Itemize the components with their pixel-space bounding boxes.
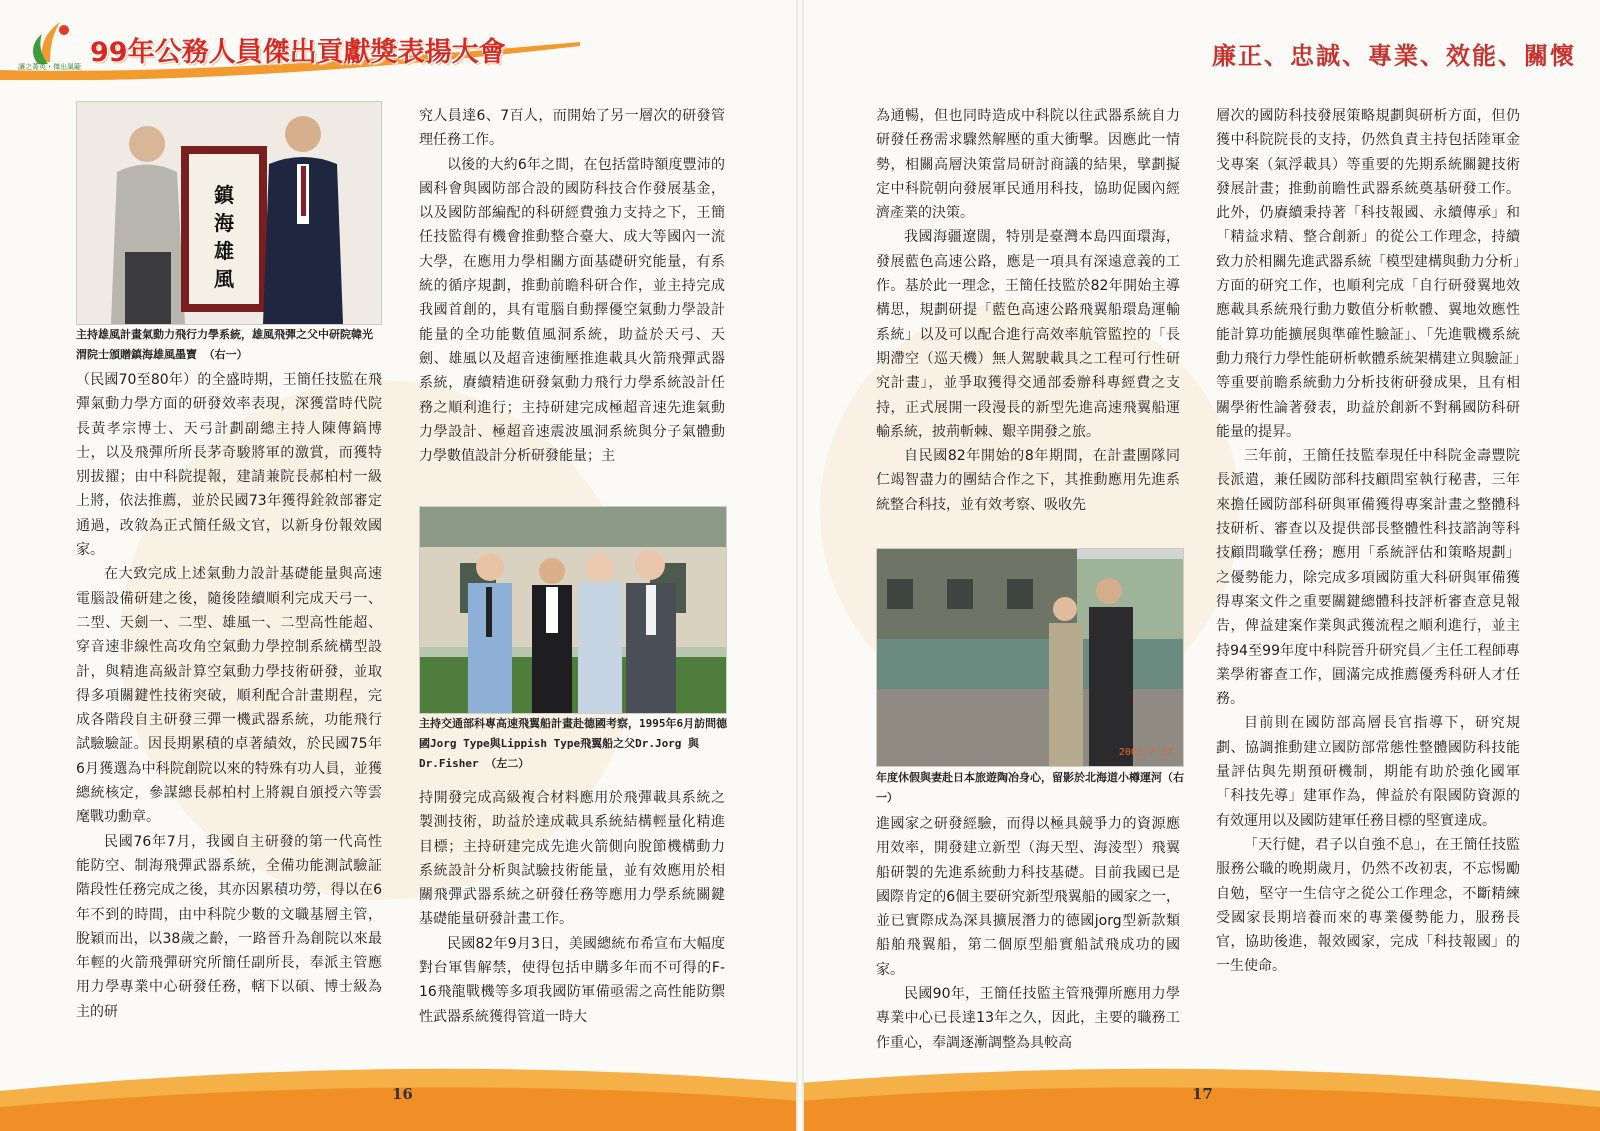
text-column-1 — [76, 368, 382, 1068]
paragraph: 三年前，王簡任技監奉現任中科院金壽豐院長派遣，兼任國防部科技顧問室執行秘書，三年來擔任國防部科研與軍備獲得專案計畫之整體科技研析、審查以及提供部長整體性科技諮詢等科技顧問職掌任務；應用「系統評估和策略規劃」之優勢能力，除完成多項國防重大科研與軍備獲得專案文件之重要關鍵總體科技評析審查意見報告，俾益建案作業與武獲流程之順利進行，並主持94至99年度中科院晉升研究員／主任工程師專業學術審查工作，圓滿完成推薦優秀科研人才任務。 — [1216, 448, 1520, 708]
photo2-caption: 主持交通部科專高速飛翼船計畫赴德國考察，1995年6月訪問德國Jorg Type與Lippish Type飛翼船之父Dr.Jorg 與Dr.Fisher （左二） — [419, 717, 728, 770]
event-title: 99年公務人員傑出貢獻獎表揚大會 — [90, 37, 506, 68]
motto: 廉正、忠誠、專業、效能、關懷 — [1212, 41, 1576, 70]
photo-otaru-canal — [876, 548, 1184, 767]
photo-germany-visit — [419, 506, 727, 714]
paragraph: （民國70至80年）的全盛時期，王簡任技監在飛彈氣動力學方面的研發效率表現，深獲當時代院長黃孝宗博士、天弓計劃副總主持人陳傳鎬博士，以及飛彈所所長茅奇駿將軍的激賞，而獲特別拔擢；由中科院提報，建請兼院長郝柏村一級上將，依法推薦，並於民國73年獲得銓敘部審定通過，改敘為正式簡任級文官，以新身份報效國家。 — [76, 372, 382, 559]
paragraph: 民國90年，王簡任技監主管飛彈所應用力學專業中心已長達13年之久，因此，主要的職務工作重心，奉調逐漸調整為具較高 — [876, 986, 1180, 1051]
photo1-caption: 主持雄風計畫氣動力飛行力學系統，雄風飛彈之父中研院韓光渭院士頒贈鎮海雄風墨寶 （右一） — [76, 328, 373, 361]
photo3-caption: 年度休假與妻赴日本旅遊陶冶身心，留影於北海道小樽運河（右一） — [876, 771, 1184, 804]
page-number-right: 17 — [1192, 1085, 1213, 1103]
paragraph: 層次的國防科技發展策略規劃與研析方面，但仍獲中科院院長的支持，仍然負責主持包括陸軍金戈專案（氣浮載具）等重要的先期系統關鍵技術發展計畫；推動前瞻性武器系統奠基研發工作。此外，仍賡續秉持著「科技報國、永續傳承」和「精益求精、整合創新」的從公工作理念，持續致力於相關先進武器系統「模型建構與動力分析」方面的研究工作，也順利完成「自行研發翼地效應載具系統飛行動力數值分析軟體、翼地效應性能計算功能擴展與準確性驗証」、「先進戰機系統動力飛行力學性能研析軟體系統架構建立與驗証」等重要前瞻系統動力分析技術研發成果，且有相關學術性論著發表，助益於創新不對稱國防科研能量的提昇。 — [1216, 108, 1520, 440]
paragraph: 進國家之研發經驗，而得以極具競爭力的資源應用效率，開發建立新型（海天型、海淩型）飛翼船研製的先進系統動力科技基礎。目前我國已是國際肯定的6個主要研究新型飛翼船的國家之一，並已實際成為深具擴展潛力的德國jorg型新款類船舶飛翼船，第二個原型船實船試飛成功的國家。 — [876, 816, 1180, 978]
paragraph: 究人員達6、7百人，而開始了另一層次的研發管理任務工作。 — [419, 108, 725, 149]
paragraph: 為通暢，但也同時造成中科院以往武器系統自力研發任務需求驟然解壓的重大衝擊。因應此一情勢，相關高層決策當局研討商議的結果，擘劃擬定中科院朝向發展軍民通用科技，協助促國內經濟產業的決策。 — [876, 108, 1180, 222]
paragraph: 目前則在國防部高層長官指導下，研究規劃、協調推動建立國防部常態性整體國防科技能量評估與先期預研機制，期能有助於強化國軍「科技先導」建軍作為，俾益於有限國防資源的有效運用以及國防建軍任務目標的堅實達成。 — [1216, 715, 1520, 829]
right-page — [800, 0, 1600, 1131]
text-column-3-bottom — [876, 812, 1180, 1072]
text-column-4 — [1216, 104, 1520, 1084]
paragraph: 我國海疆遼闊，特別是臺灣本島四面環海，發展藍色高速公路，應是一項具有深遠意義的工作。基於此一理念，王簡任技監於82年開始主導構思，規劃研提「藍色高速公路飛翼船環島運輸系統」以及可以配合進行高效率航管監控的「長期滯空（巡天機）無人駕駛載具之工程可行性研究計畫」，並爭取獲得交通部委辦科專經費之支持，正式展開一段漫長的新型先進高速飛翼船運輸系統，披荊斬棘、艱辛開發之旅。 — [876, 229, 1180, 440]
scroll-char-1: 鎮 — [214, 183, 234, 207]
page-gutter — [796, 0, 804, 1131]
text-column-2-bottom — [419, 786, 725, 1076]
page-number-left: 16 — [392, 1085, 413, 1103]
logo-caption: 讓之菁英・傑出風範 — [18, 63, 81, 71]
scroll-char-3: 雄 — [214, 239, 234, 263]
scroll-char-4: 風 — [214, 267, 234, 291]
paragraph: 民國82年9月3日，美國總統布希宣布大幅度對台軍售解禁，使得包括申購多年而不可得的F-16飛龍戰機等多項我國防軍備亟需之高性能防禦性武器系統獲得管道一時大 — [419, 935, 725, 1025]
text-column-3-top — [876, 104, 1180, 544]
text-column-2-top — [419, 104, 725, 494]
photo-date-stamp: 2001 7 17 — [1118, 747, 1173, 758]
paragraph: 在大致完成上述氣動力設計基礎能量與高速電腦設備研建之後，隨後陸續順利完成天弓一、二型、天劍一、二型、雄風一、二型高性能超、穿音速非線性高攻角空氣動力學控制系統構型設計，與精進高級計算空氣動力學技術研發，並取得多項關鍵性技術突破，順利配合計畫期程，完成各階段自主研發三彈一機武器系統，功能飛行試驗驗証。因長期累積的卓著績效，於民國75年6月獲選為中科院創院以來的特殊有功人員，並獲總統核定，參謀總長郝柏村上將親自頒授六等雲麾戰功勳章。 — [76, 566, 382, 826]
paragraph: 「天行健，君子以自強不息」，在王簡任技監服務公職的晚期歲月，仍然不改初衷，不忘惕勵自勉，堅守一生信守之從公工作理念，不斷精練受國家長期培養而來的專業優勢能力，服務長官，協助後進，報效國家，完成「科技報國」的一生使命。 — [1216, 836, 1520, 975]
paragraph: 民國76年7月，我國自主研發的第一代高性能防空、制海飛彈武器系統，全備功能測試驗証階段性任務完成之後，其亦因累積功勞，得以在6年不到的時間，由中科院少數的文職基層主管，脫穎而出，以38歲之齡，一路晉升為創院以來最年輕的火箭飛彈研究所簡任副所長，奉派主管應用力學專業中心研發任務，轄下以碩、博士級為主的研 — [76, 833, 382, 1020]
paragraph: 自民國82年開始的8年期間，在計畫團隊同仁竭智盡力的團結合作之下，其推動應用先進系統整合科技，並有效考察、吸收先 — [876, 448, 1180, 513]
scroll-char-2: 海 — [214, 211, 234, 235]
paragraph: 持開發完成高級複合材料應用於飛彈載具系統之製測技術，助益於達成載具系統結構輕量化精進目標；主持研建完成先進火箭側向脫節機構動力系統設計分析與試驗技術能量，並有效應用於相關飛彈武器系統之研發任務等應用力學系統關鍵基礎能量研發計畫工作。 — [419, 790, 725, 928]
photo-calligraphy-presentation — [76, 101, 382, 325]
paragraph: 以後的大約6年之間，在包括當時額度豐沛的國科會與國防部合設的國防科技合作發展基金，以及國防部編配的科研經費強力支持之下，王簡任技監得有機會推動整合臺大、成大等國內一流大學，在應用力學相關方面基礎研究能量，有系統的循序規劃，推動前瞻科研合作，並主持完成我國首創的，具有電腦自動擇優空氣動力學設計能量的全功能數值風洞系統，助益於天弓、天劍、雄風以及超音速衝壓推進載具火箭飛彈武器系統，賡續精進研發氣動力飛行力學系統設計任務之順利進行；主持研建完成極超音速先進氣動力學設計、極超音速震波風洞系統與分子氣體動力學數值設計分析研發能量；主 — [419, 156, 725, 465]
